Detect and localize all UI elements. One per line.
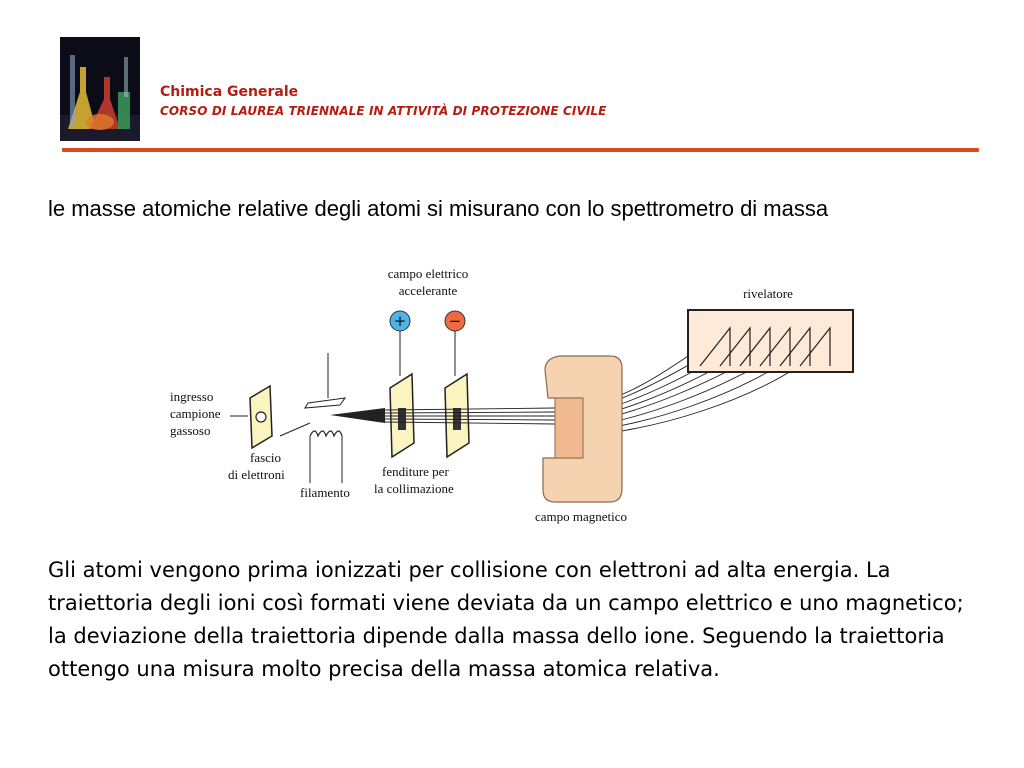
label-inlet-2: campione <box>170 406 221 421</box>
label-accel-field-2: accelerante <box>398 283 458 298</box>
header-divider <box>62 148 979 152</box>
label-beam-1: fascio <box>250 450 282 465</box>
positive-sign: + <box>393 312 407 330</box>
label-detector: rivelatore <box>743 286 793 301</box>
explanation-paragraph: Gli atomi vengono prima ionizzati per collisione con elettroni ad alta energia. La traiettoria degli ioni così formati viene deviata da un campo elettrico e uno magnetico; la deviazione della traiettoria dipende dalla massa dello ione. Seguendo la traiettoria ottengo una misura molto precisa della massa atomica relativa. <box>48 558 964 681</box>
label-slits-2: la collimazione <box>374 481 454 496</box>
label-slits-1: fenditure per <box>382 464 449 479</box>
label-filament: filamento <box>300 485 350 500</box>
chemistry-glassware-icon <box>60 37 140 141</box>
label-accel-field-1: campo elettrico <box>387 266 469 281</box>
negative-sign: − <box>448 312 462 330</box>
course-subtitle: CORSO DI LAUREA TRIENNALE IN ATTIVITÀ DI PROTEZIONE CIVILE <box>160 104 607 118</box>
label-magnet: campo magnetico <box>535 509 628 524</box>
filament-coil <box>310 431 342 436</box>
course-title: Chimica Generale <box>160 84 299 100</box>
label-inlet-3: gassoso <box>170 423 211 438</box>
label-inlet-1: ingresso <box>170 389 214 404</box>
intro-paragraph: le masse atomiche relative degli atomi si misurano con lo spettrometro di massa <box>48 196 829 221</box>
label-beam-2: di elettroni <box>228 467 285 482</box>
mass-spectrometer-diagram <box>160 258 860 530</box>
